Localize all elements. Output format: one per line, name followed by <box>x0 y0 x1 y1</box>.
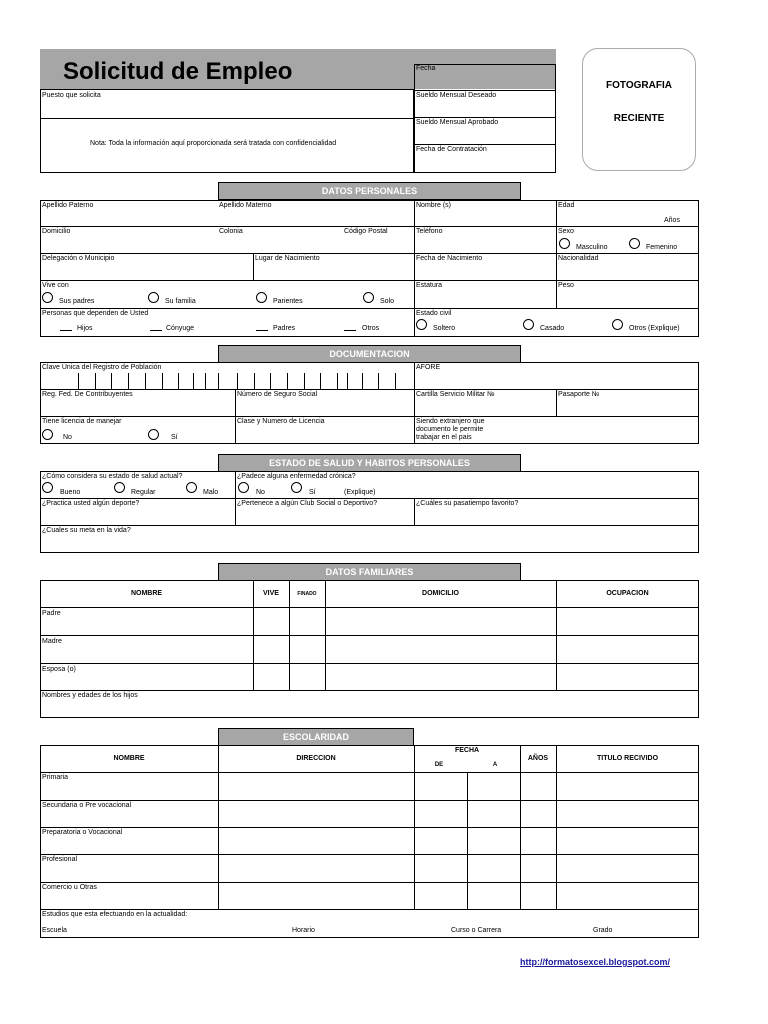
curp-label: Clave Única del Registro de Población <box>42 364 162 371</box>
fam-hijos-label: Nombres y edades de los hijos <box>42 692 138 699</box>
fecha-contratacion-label: Fecha de Contratación <box>416 146 487 153</box>
deporte-label: ¿Practica usted algún deporte? <box>42 500 140 507</box>
hijos-label: Hijos <box>77 325 93 332</box>
esc-col-anos: AÑOS <box>527 755 549 762</box>
esc-col-titulo: TITULO RECIVIDO <box>596 755 659 762</box>
nacionalidad-label: Nacionalidad <box>558 255 599 262</box>
section-header-personales: DATOS PERSONALES <box>218 182 521 200</box>
enfermedad-no-label: No <box>256 489 265 496</box>
bueno-radio[interactable] <box>42 482 53 493</box>
masculino-radio[interactable] <box>559 238 570 249</box>
top-left-box <box>40 89 414 173</box>
esc-col-de: DE <box>434 762 444 768</box>
regular-label: Regular <box>131 489 156 496</box>
nss-label: Número de Seguro Social <box>237 391 318 398</box>
conyuge-label: Cónyuge <box>166 325 195 332</box>
codigo-postal-label: Código Postal <box>344 228 388 235</box>
familiares-table <box>40 580 699 718</box>
section-header-documentacion: DOCUMENTACION <box>218 345 521 363</box>
otros-label: Otros <box>362 325 380 332</box>
photo-box <box>582 48 696 171</box>
licencia-si-label: Sí <box>171 434 178 441</box>
extranjero-label-2: documento le permite <box>416 426 484 433</box>
footer-link[interactable]: http://formatosexcel.blogspot.com/ <box>520 957 671 967</box>
rfc-label: Reg. Fed. De Contribuyentes <box>42 391 133 398</box>
sueldo-aprobado-label: Sueldo Mensual Aprobado <box>416 119 499 126</box>
su-familia-label: Su familia <box>165 298 196 305</box>
peso-label: Peso <box>558 282 574 289</box>
apellido-materno-label: Apellido Materno <box>219 202 272 209</box>
nombres-label: Nombre (s) <box>416 202 452 209</box>
esc-col-fecha: FECHA <box>454 747 480 754</box>
fecha-nacimiento-label: Fecha de Nacimiento <box>416 255 483 262</box>
esc-row-secundaria: Secundaria o Pre vocacional <box>42 802 132 809</box>
fam-row-madre: Madre <box>42 638 62 645</box>
solo-radio[interactable] <box>363 292 374 303</box>
otros-explique-radio[interactable] <box>612 319 623 330</box>
explique-label: (Explique) <box>344 489 376 496</box>
enfermedad-label: ¿Padece alguna enfermedad crónica? <box>237 473 356 480</box>
edad-label: Edad <box>558 202 575 209</box>
estatura-label: Estatura <box>416 282 443 289</box>
esc-col-a: A <box>492 762 498 768</box>
delegacion-label: Delegación o Municipio <box>42 255 115 262</box>
esc-row-primaria: Primaria <box>42 774 69 781</box>
documentacion-table <box>40 362 699 444</box>
sexo-label: Sexo <box>558 228 574 235</box>
club-label: ¿Pertenece a algún Club Social o Deportivo? <box>237 500 378 507</box>
regular-radio[interactable] <box>114 482 125 493</box>
esc-horario-label: Horario <box>292 927 315 934</box>
casado-label: Casado <box>540 325 565 332</box>
apellido-paterno-label: Apellido Paterno <box>42 202 94 209</box>
padres-label: Padres <box>273 325 296 332</box>
personas-dependen-label: Personas que dependen de Usted <box>42 310 149 317</box>
fecha-label: Fecha <box>416 65 436 72</box>
soltero-label: Soltero <box>433 325 456 332</box>
fam-row-esposa: Esposa (o) <box>42 666 76 673</box>
otros-explique-label: Otros (Explique) <box>629 325 680 332</box>
esc-col-nombre: NOMBRE <box>113 755 145 762</box>
esc-grado-label: Grado <box>593 927 613 934</box>
nota-text: Nota: Toda la información aquí proporcionada será tratada con confidencialidad <box>90 140 337 147</box>
estado-salud-label: ¿Cómo considera su estado de salud actual? <box>42 473 183 480</box>
masculino-label: Masculino <box>576 244 608 251</box>
salud-table <box>40 471 699 553</box>
esc-row-comercio: Comercio u Otras <box>42 884 97 891</box>
esc-col-direccion: DIRECCION <box>296 755 336 762</box>
licencia-no-radio[interactable] <box>42 429 53 440</box>
enfermedad-si-label: Sí <box>309 489 316 496</box>
esc-actualidad-label: Estudios que esta efectuando en la actualidad: <box>42 911 188 918</box>
puesto-label: Puesto que solicita <box>42 92 101 99</box>
pasaporte-label: Pasaporte № <box>558 391 600 398</box>
enfermedad-no-radio[interactable] <box>238 482 249 493</box>
domicilio-label: Domicilio <box>42 228 71 235</box>
esc-escuela-label: Escuela <box>42 927 67 934</box>
section-header-familiares: DATOS FAMILIARES <box>218 563 521 581</box>
fam-col-ocupacion: OCUPACION <box>606 590 649 597</box>
vive-con-label: Vive con <box>42 282 69 289</box>
fam-col-nombre: NOMBRE <box>130 590 163 597</box>
sus-padres-radio[interactable] <box>42 292 53 303</box>
clase-licencia-label: Clase y Numero de Licencia <box>237 418 325 425</box>
telefono-label: Teléfono <box>416 228 443 235</box>
esc-curso-label: Curso o Carrera <box>451 927 502 934</box>
lugar-nacimiento-label: Lugar de Nacimiento <box>255 255 320 262</box>
soltero-radio[interactable] <box>416 319 427 330</box>
licencia-label: Tiene licencia de manejar <box>42 418 122 425</box>
esc-row-preparatoria: Preparatoria o Vocacional <box>42 829 123 836</box>
afore-label: AFORE <box>416 364 441 371</box>
bueno-label: Bueno <box>60 489 81 496</box>
malo-radio[interactable] <box>186 482 197 493</box>
colonia-label: Colonia <box>219 228 243 235</box>
parientes-radio[interactable] <box>256 292 267 303</box>
anos-label: Años <box>664 217 680 224</box>
sueldo-deseado-label: Sueldo Mensual Deseado <box>416 92 497 99</box>
solo-label: Solo <box>380 298 395 305</box>
photo-label-1: FOTOGRAFIA <box>606 80 672 91</box>
femenino-radio[interactable] <box>629 238 640 249</box>
parientes-label: Parientes <box>273 298 303 305</box>
section-header-escolaridad: ESCOLARIDAD <box>218 728 414 746</box>
extranjero-label-1: Siendo extranjero que <box>416 418 485 425</box>
sus-padres-label: Sus padres <box>59 298 95 305</box>
fam-col-finado: FINADO <box>297 591 317 597</box>
fam-col-domicilio: DOMICILIO <box>422 590 459 597</box>
section-header-salud: ESTADO DE SALUD Y HABITOS PERSONALES <box>218 454 521 472</box>
su-familia-radio[interactable] <box>148 292 159 303</box>
malo-label: Malo <box>203 489 219 496</box>
extranjero-label-3: trabajar en el pais <box>416 434 472 441</box>
page-title: Solicitud de Empleo <box>63 58 293 85</box>
enfermedad-si-radio[interactable] <box>291 482 302 493</box>
casado-radio[interactable] <box>523 319 534 330</box>
cartilla-label: Cartilla Servicio Militar № <box>416 391 495 398</box>
meta-label: ¿Cuales su meta en la vida? <box>42 527 131 534</box>
licencia-si-radio[interactable] <box>148 429 159 440</box>
estado-civil-label: Estado civil <box>416 310 452 317</box>
fam-row-padre: Padre <box>42 610 61 617</box>
fam-col-vive: VIVE <box>263 590 279 597</box>
pasatiempo-label: ¿Cuáles su pasatiempo favorito? <box>416 500 519 507</box>
licencia-no-label: No <box>63 434 72 441</box>
femenino-label: Femenino <box>646 244 678 251</box>
esc-row-profesional: Profesional <box>42 856 78 863</box>
photo-label-2: RECIENTE <box>613 113 665 124</box>
